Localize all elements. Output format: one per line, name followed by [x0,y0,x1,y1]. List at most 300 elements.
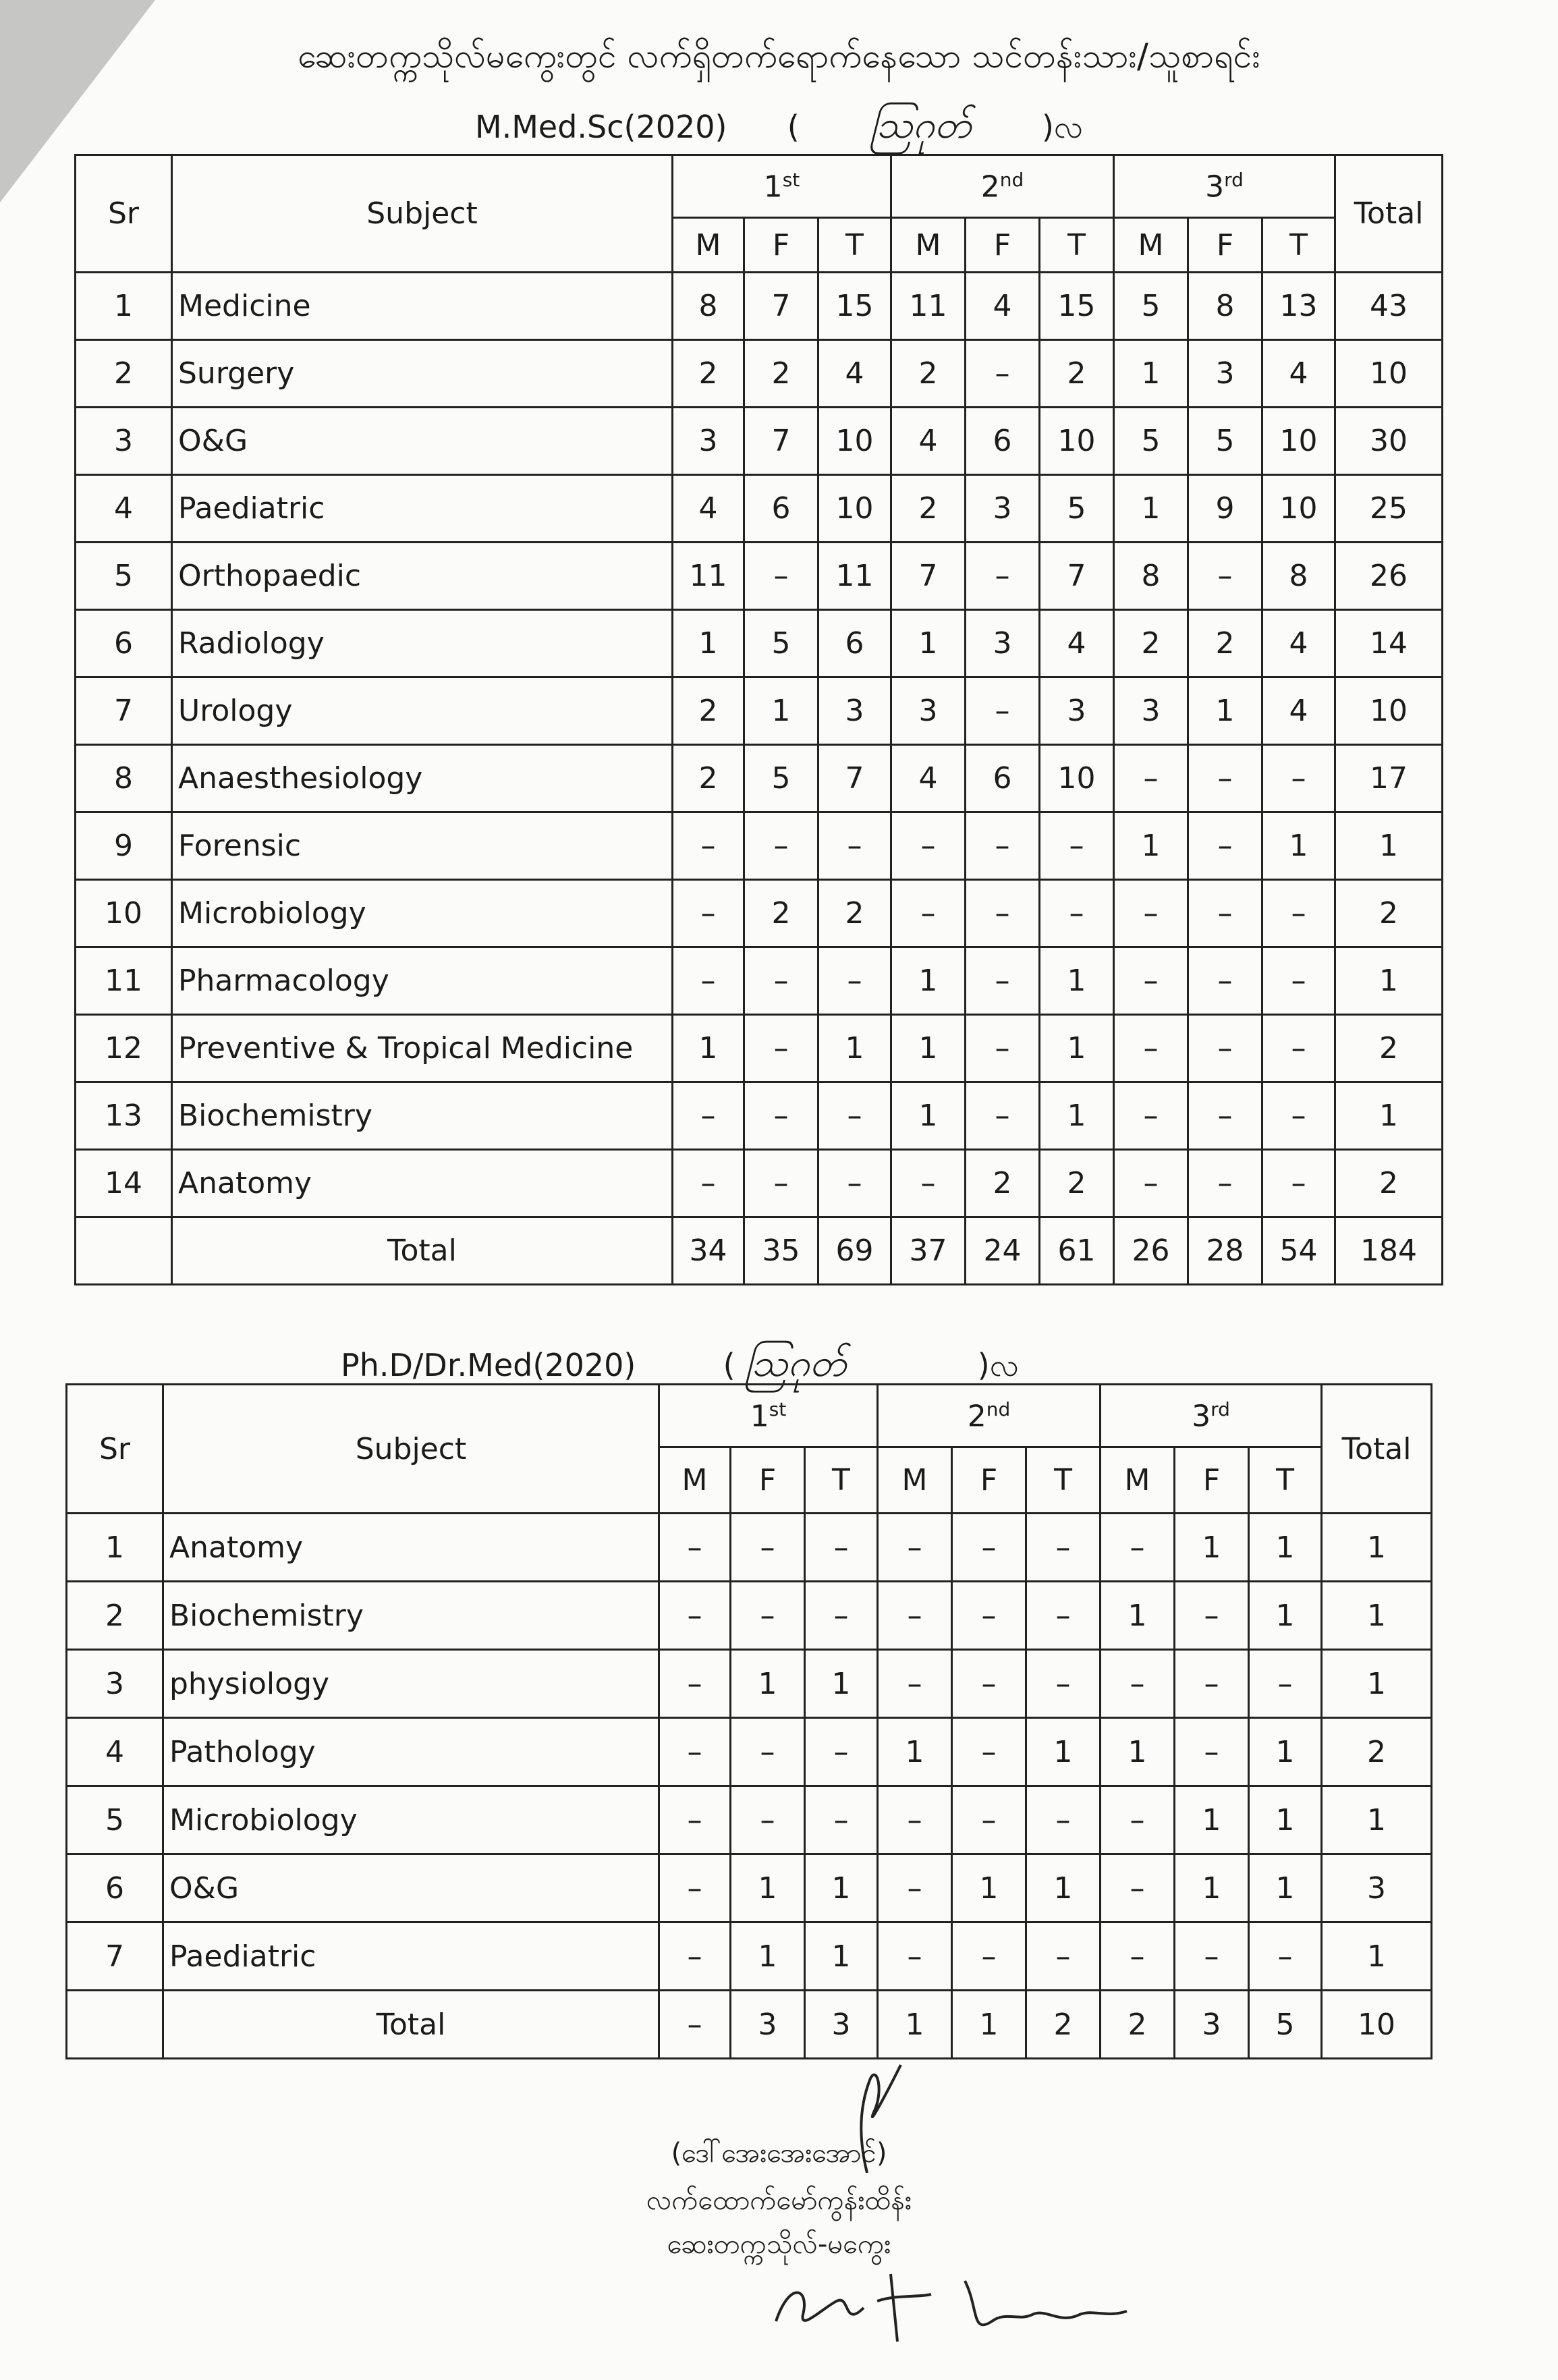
cell-y3-f: – [1188,1015,1262,1082]
total-cell-y3-f: 28 [1188,1217,1262,1285]
cell-y2-f: – [966,677,1040,745]
cell-y1-t: – [805,1582,878,1650]
total-header: Total [1322,1385,1432,1514]
cell-y3-m: 1 [1101,1582,1175,1650]
cell-y2-m: 1 [891,947,966,1015]
total-cell-y2-m: 37 [891,1217,966,1285]
cell-sr: 7 [76,677,172,745]
total-cell-y3-m: 26 [1114,1217,1188,1285]
cell-y2-t: – [1040,880,1114,947]
cell-sr: 6 [76,610,172,677]
cell-total: 25 [1335,475,1443,543]
total-cell-y3-t: 5 [1249,1991,1322,2059]
total-cell-y2-t: 2 [1026,1991,1101,2059]
total-row [76,1217,1443,1285]
year-header-3: 3rd [1101,1385,1322,1447]
cell-y2-f: – [966,880,1040,947]
cell-y1-t: 10 [818,408,891,475]
cell-sr: 5 [67,1786,163,1854]
subheader-f-year3: F [1188,218,1262,273]
cell-subject: Biochemistry [163,1582,659,1650]
cell-subject: physiology [163,1650,659,1718]
cell-y1-m: 4 [673,475,744,543]
cell-y3-m: 2 [1114,610,1188,677]
cell-y1-t: 4 [818,340,891,408]
cell-y1-f: 2 [744,880,818,947]
total-cell-subject: Total [163,1991,659,2059]
cell-y3-f: – [1188,1150,1262,1217]
cell-y3-t: 1 [1249,1718,1322,1786]
cell-subject: Microbiology [172,880,673,947]
cell-total: 1 [1322,1922,1432,1991]
cell-y3-t: 8 [1262,543,1335,610]
cell-total: 1 [1322,1650,1432,1718]
header-row [67,1385,1432,1447]
cell-sr: 13 [76,1082,172,1150]
subheader-f-year1: F [731,1447,805,1514]
cell-y1-m: 1 [673,610,744,677]
subject-header: Subject [172,155,673,273]
cell-y1-f: – [744,543,818,610]
total-cell-y3-m: 2 [1101,1991,1175,2059]
cell-y2-f: – [966,1015,1040,1082]
table-row [76,677,1443,745]
total-cell-sr [76,1217,172,1285]
cell-total: 10 [1335,677,1443,745]
table-row [76,273,1443,340]
subject-header: Subject [163,1385,659,1514]
total-cell-y2-f: 24 [966,1217,1040,1285]
table-row [67,1854,1432,1922]
subheader-f-year3: F [1175,1447,1249,1514]
table-row [76,745,1443,812]
total-cell-y2-t: 61 [1040,1217,1114,1285]
table-row [67,1514,1432,1582]
subheader-f-year1: F [744,218,818,273]
cell-subject: Orthopaedic [172,543,673,610]
subheader-t-year3: T [1249,1447,1322,1514]
cell-y3-t: – [1262,745,1335,812]
cell-y3-t: – [1262,1082,1335,1150]
cell-y2-m: 4 [891,408,966,475]
table-row [67,1650,1432,1718]
table-row [76,880,1443,947]
year-header-3: 3rd [1114,155,1335,218]
cell-y3-t: – [1262,880,1335,947]
cell-y3-m: 1 [1101,1718,1175,1786]
cell-y3-f: 1 [1175,1854,1249,1922]
cell-y1-m: 2 [673,745,744,812]
cell-y2-f: – [966,1082,1040,1150]
cell-y1-f: 1 [731,1650,805,1718]
cell-y2-m: 11 [891,273,966,340]
subheader-m-year1: M [673,218,744,273]
cell-y2-m: 2 [891,475,966,543]
cell-sr: 5 [76,543,172,610]
cell-y2-m: 7 [891,543,966,610]
cell-y1-m: – [673,880,744,947]
cell-y1-m: – [659,1786,731,1854]
cell-y1-t: 1 [818,1015,891,1082]
cell-sr: 2 [67,1582,163,1650]
cell-total: 1 [1335,947,1443,1015]
cell-y3-t: – [1262,947,1335,1015]
cell-y2-f: – [966,947,1040,1015]
cell-subject: Medicine [172,273,673,340]
month-close: )လ [1041,109,1084,145]
cell-y3-m: 5 [1114,273,1188,340]
total-cell-y2-f: 1 [952,1991,1026,2059]
cell-y2-f: – [952,1514,1026,1582]
cell-y3-m: – [1114,1015,1188,1082]
table-row [67,1718,1432,1786]
cell-y1-m: 2 [673,677,744,745]
cell-subject: Anatomy [172,1150,673,1217]
cell-sr: 8 [76,745,172,812]
cell-y1-m: – [659,1718,731,1786]
cell-total: 17 [1335,745,1443,812]
cell-y1-t: – [818,1150,891,1217]
cell-sr: 11 [76,947,172,1015]
cell-sr: 3 [76,408,172,475]
cell-y2-f: – [966,812,1040,880]
cell-y1-t: 6 [818,610,891,677]
cell-y2-t: – [1026,1514,1101,1582]
cell-y1-f: 5 [744,745,818,812]
cell-y1-t: 1 [805,1854,878,1922]
cell-total: 2 [1335,880,1443,947]
month2-open-paren: ( [723,1347,735,1383]
cell-sr: 4 [76,475,172,543]
cell-y2-t: 1 [1040,1015,1114,1082]
cell-y2-f: 1 [952,1854,1026,1922]
total-cell-total: 10 [1322,1991,1432,2059]
cell-subject: O&G [163,1854,659,1922]
cell-y1-t: – [805,1786,878,1854]
cell-y3-f: – [1175,1922,1249,1991]
table-row [76,812,1443,880]
total-cell-y1-m: – [659,1991,731,2059]
cell-y3-m: 1 [1114,812,1188,880]
cell-total: 1 [1322,1786,1432,1854]
subheader-m-year2: M [878,1447,952,1514]
cell-y3-t: 4 [1262,610,1335,677]
cell-y2-t: 5 [1040,475,1114,543]
cell-total: 1 [1322,1514,1432,1582]
cell-total: 30 [1335,408,1443,475]
cell-total: 2 [1335,1150,1443,1217]
cell-y1-f: – [731,1718,805,1786]
cell-y3-t: 1 [1249,1786,1322,1854]
cell-y2-f: – [952,1786,1026,1854]
cell-subject: Pathology [163,1718,659,1786]
mmedsc-table [74,154,1443,1285]
cell-y2-m: 1 [878,1718,952,1786]
cell-y1-t: 1 [805,1650,878,1718]
cell-y1-f: 1 [744,677,818,745]
cell-y1-t: 7 [818,745,891,812]
cell-y3-f: 3 [1188,340,1262,408]
cell-sr: 2 [76,340,172,408]
year-header-1: 1st [673,155,891,218]
cell-y1-f: 5 [744,610,818,677]
month2-close: )လ [977,1347,1019,1383]
cell-subject: Microbiology [163,1786,659,1854]
table-row [76,408,1443,475]
cell-y3-t: 4 [1262,340,1335,408]
cell-y1-t: 3 [818,677,891,745]
cell-y3-m: – [1114,947,1188,1015]
cell-sr: 12 [76,1015,172,1082]
cell-y1-m: 11 [673,543,744,610]
cell-y3-m: – [1114,1150,1188,1217]
table-row [76,475,1443,543]
cell-y3-f: 5 [1188,408,1262,475]
cell-y1-t: – [805,1514,878,1582]
cell-y2-t: – [1026,1650,1101,1718]
cell-y1-m: 1 [673,1015,744,1082]
cell-y1-f: – [731,1582,805,1650]
cell-subject: Biochemistry [172,1082,673,1150]
cell-y1-f: – [731,1786,805,1854]
cell-y3-m: 8 [1114,543,1188,610]
cell-subject: Surgery [172,340,673,408]
cell-y1-m: 8 [673,273,744,340]
signatory-position: လက်ထောက်မော်ကွန်းထိန်း [646,2185,912,2216]
cell-total: 1 [1322,1582,1432,1650]
cell-y2-m: – [891,812,966,880]
cell-y2-m: 2 [891,340,966,408]
cell-total: 1 [1335,1082,1443,1150]
cell-y3-f: – [1175,1650,1249,1718]
cell-subject: O&G [172,408,673,475]
cell-y2-t: 1 [1026,1854,1101,1922]
cell-y1-m: – [659,1514,731,1582]
cell-y1-m: – [659,1650,731,1718]
cell-y1-f: 1 [731,1922,805,1991]
cell-y3-m: – [1101,1650,1175,1718]
cell-y3-t: 13 [1262,273,1335,340]
cell-y1-m: – [659,1582,731,1650]
cell-y2-t: 3 [1040,677,1114,745]
total-cell-y1-f: 35 [744,1217,818,1285]
cell-y2-m: – [878,1582,952,1650]
cell-y1-t: – [805,1718,878,1786]
cell-subject: Urology [172,677,673,745]
subheader-t-year2: T [1040,218,1114,273]
cell-total: 2 [1322,1718,1432,1786]
cell-y2-t: 1 [1026,1718,1101,1786]
cell-y1-f: 7 [744,273,818,340]
cell-total: 43 [1335,273,1443,340]
cell-y2-m: 1 [891,1082,966,1150]
cell-y1-m: – [673,947,744,1015]
table-row [67,1786,1432,1854]
cell-y3-t: 10 [1262,475,1335,543]
sr-header: Sr [67,1385,163,1514]
cell-total: 2 [1335,1015,1443,1082]
cell-y1-f: – [744,812,818,880]
total-cell-y1-f: 3 [731,1991,805,2059]
cell-sr: 6 [67,1854,163,1922]
cell-y2-m: – [878,1922,952,1991]
subheader-f-year2: F [966,218,1040,273]
cell-y1-m: – [673,1150,744,1217]
cell-sr: 9 [76,812,172,880]
cell-sr: 10 [76,880,172,947]
cell-sr: 1 [67,1514,163,1582]
cell-y2-t: 4 [1040,610,1114,677]
cell-subject: Anatomy [163,1514,659,1582]
cell-y2-t: – [1040,812,1114,880]
program-line-1 [0,101,1558,157]
total-cell-subject: Total [172,1217,673,1285]
table-row [76,1150,1443,1217]
cell-y3-m: 1 [1114,340,1188,408]
cell-y3-m: 5 [1114,408,1188,475]
cell-y2-m: – [891,1150,966,1217]
cell-subject: Paediatric [172,475,673,543]
program2-label: Ph.D/Dr.Med(2020) [341,1347,636,1383]
cell-subject: Anaesthesiology [172,745,673,812]
month2-handwritten: ဩဂုတ် [745,1341,847,1385]
table-row [67,1582,1432,1650]
year-header-2: 2nd [878,1385,1101,1447]
cell-y1-f: – [744,1015,818,1082]
cell-y3-f: 2 [1188,610,1262,677]
cell-y2-f: 2 [966,1150,1040,1217]
cell-subject: Preventive & Tropical Medicine [172,1015,673,1082]
cell-y3-t: – [1262,1150,1335,1217]
cell-y2-m: – [891,880,966,947]
cell-y2-t: 10 [1040,408,1114,475]
cell-y2-f: 3 [966,475,1040,543]
cell-y1-t: 2 [818,880,891,947]
header-row [76,155,1443,218]
cell-y3-f: 9 [1188,475,1262,543]
cell-y3-f: – [1188,880,1262,947]
cell-y3-f: 1 [1175,1786,1249,1854]
cell-y2-t: 2 [1040,340,1114,408]
total-cell-y1-t: 3 [805,1991,878,2059]
subheader-m-year3: M [1114,218,1188,273]
total-cell-y3-f: 3 [1175,1991,1249,2059]
cell-y1-t: 15 [818,273,891,340]
subheader-t-year2: T [1026,1447,1101,1514]
cell-y3-t: 10 [1262,408,1335,475]
cell-y2-m: – [878,1650,952,1718]
cell-y2-t: 7 [1040,543,1114,610]
year-header-2: 2nd [891,155,1114,218]
table-row [76,340,1443,408]
cell-y2-f: – [966,543,1040,610]
cell-y1-f: 7 [744,408,818,475]
cell-y1-f: 1 [731,1854,805,1922]
cell-y1-f: 2 [744,340,818,408]
cell-total: 3 [1322,1854,1432,1922]
subheader-t-year1: T [818,218,891,273]
cell-y2-f: 6 [966,745,1040,812]
table-row [76,1015,1443,1082]
subheader-t-year1: T [805,1447,878,1514]
cell-y2-t: 2 [1040,1150,1114,1217]
cell-y3-t: – [1262,1015,1335,1082]
cell-sr: 4 [67,1718,163,1786]
subheader-t-year3: T [1262,218,1335,273]
cell-y3-f: – [1188,1082,1262,1150]
cell-y1-t: – [818,947,891,1015]
phd-table [65,1383,1432,2059]
signatory-institution: ဆေးတက္ကသိုလ်-မကွေး [667,2229,891,2260]
cell-y1-f: – [731,1514,805,1582]
handwritten-signature-icon [762,2267,1140,2348]
cell-y1-f: – [744,947,818,1015]
cell-y1-m: – [673,1082,744,1150]
cell-y2-m: – [878,1786,952,1854]
cell-y3-f: – [1188,543,1262,610]
cell-y1-f: – [744,1082,818,1150]
cell-total: 10 [1335,340,1443,408]
subheader-m-year1: M [659,1447,731,1514]
cell-y2-m: 3 [891,677,966,745]
cell-y3-f: 8 [1188,273,1262,340]
table-row [67,1922,1432,1991]
cell-y2-f: – [966,340,1040,408]
total-cell-y1-t: 69 [818,1217,891,1285]
cell-y3-t: – [1249,1922,1322,1991]
cell-y2-m: 4 [891,745,966,812]
cell-y2-f: – [952,1922,1026,1991]
cell-y3-m: – [1101,1786,1175,1854]
sr-header: Sr [76,155,172,273]
subheader-f-year2: F [952,1447,1026,1514]
cell-y2-t: 10 [1040,745,1114,812]
year-header-1: 1st [659,1385,878,1447]
cell-subject: Forensic [172,812,673,880]
cell-y2-t: 15 [1040,273,1114,340]
cell-y1-t: 11 [818,543,891,610]
table-row [76,543,1443,610]
cell-sr: 3 [67,1650,163,1718]
cell-y3-t: 1 [1249,1582,1322,1650]
cell-y2-f: – [952,1718,1026,1786]
cell-y3-f: – [1175,1718,1249,1786]
month-handwritten: ဩဂုတ် [870,103,972,147]
cell-y2-m: – [878,1854,952,1922]
subheader-m-year2: M [891,218,966,273]
cell-subject: Pharmacology [172,947,673,1015]
cell-sr: 14 [76,1150,172,1217]
cell-y2-f: – [952,1650,1026,1718]
cell-subject: Radiology [172,610,673,677]
cell-y2-f: 6 [966,408,1040,475]
cell-y2-f: 4 [966,273,1040,340]
cell-y3-m: – [1101,1854,1175,1922]
total-cell-y2-m: 1 [878,1991,952,2059]
cell-y3-f: 1 [1188,677,1262,745]
table-row [76,1082,1443,1150]
cell-y2-t: 1 [1040,947,1114,1015]
cell-y3-m: – [1114,880,1188,947]
cell-y3-f: – [1188,947,1262,1015]
cell-y1-f: – [744,1150,818,1217]
total-cell-y3-t: 54 [1262,1217,1335,1285]
program-label: M.Med.Sc(2020) [474,109,727,145]
cell-y2-m: 1 [891,610,966,677]
cell-y3-m: – [1114,745,1188,812]
cell-total: 26 [1335,543,1443,610]
cell-y3-t: 4 [1262,677,1335,745]
